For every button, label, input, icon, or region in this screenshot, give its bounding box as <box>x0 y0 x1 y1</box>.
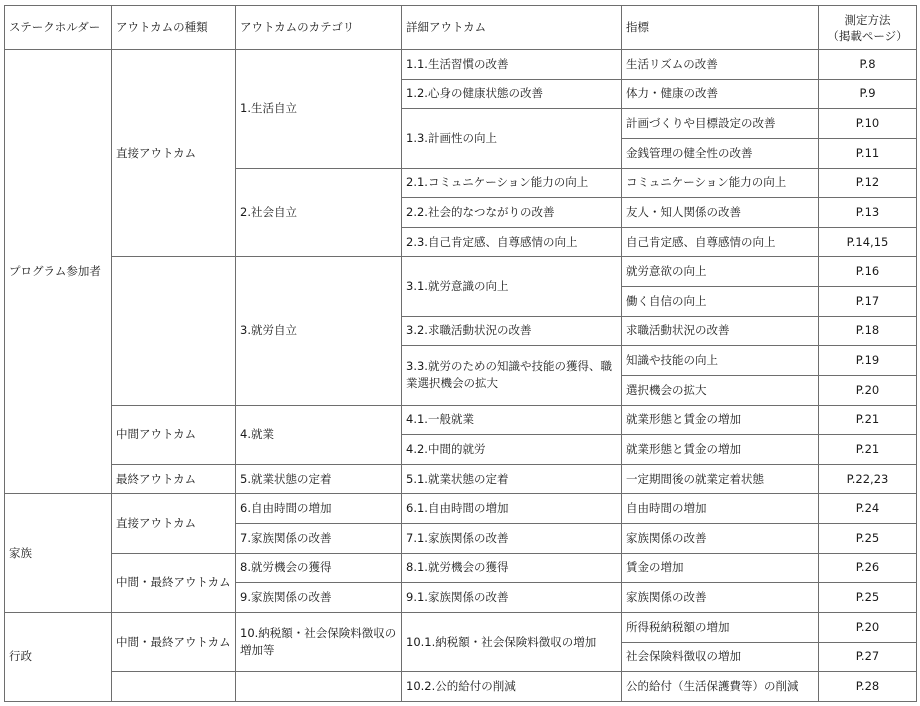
page-cell: P.22,23 <box>819 464 917 494</box>
page-cell: P.25 <box>819 524 917 554</box>
outcome-table <box>4 5 917 702</box>
detail-cell: 2.1.コミュニケーション能力の向上 <box>402 168 622 198</box>
category-cell: 9.家族関係の改善 <box>236 583 402 613</box>
header-row <box>5 6 917 50</box>
header-outcome-type: アウトカムの種類 <box>112 6 236 50</box>
page-cell: P.14,15 <box>819 227 917 257</box>
page-cell: P.9 <box>819 79 917 109</box>
indicator-cell: 自己肯定感、自尊感情の向上 <box>622 227 819 257</box>
table-row <box>5 257 917 287</box>
indicator-cell: 就労意欲の向上 <box>622 257 819 287</box>
outcome-type-cell: 直接アウトカム <box>112 494 236 553</box>
page-cell: P.20 <box>819 375 917 405</box>
stakeholder-cell: 家族 <box>5 494 112 613</box>
outcome-type-cell: 中間アウトカム <box>112 405 236 464</box>
outcome-type-cell-blank <box>112 257 236 405</box>
category-cell-blank <box>236 672 402 702</box>
detail-cell: 10.1.納税額・社会保険料徴収の増加 <box>402 612 622 671</box>
outcome-type-cell: 中間・最終アウトカム <box>112 612 236 671</box>
table-row <box>5 50 917 80</box>
indicator-cell: 公的給付（生活保護費等）の削減 <box>622 672 819 702</box>
category-cell: 7.家族関係の改善 <box>236 524 402 554</box>
indicator-cell: 求職活動状況の改善 <box>622 316 819 346</box>
page-cell: P.25 <box>819 583 917 613</box>
indicator-cell: 賃金の増加 <box>622 553 819 583</box>
indicator-cell: 生活リズムの改善 <box>622 50 819 80</box>
indicator-cell: 所得税納税額の増加 <box>622 612 819 642</box>
detail-cell: 9.1.家族関係の改善 <box>402 583 622 613</box>
indicator-cell: 一定期間後の就業定着状態 <box>622 464 819 494</box>
detail-cell: 4.2.中間的就労 <box>402 435 622 465</box>
indicator-cell: 自由時間の増加 <box>622 494 819 524</box>
detail-cell: 1.3.計画性の向上 <box>402 109 622 168</box>
category-cell: 2.社会自立 <box>236 168 402 257</box>
detail-cell: 5.1.就業状態の定着 <box>402 464 622 494</box>
category-cell: 1.生活自立 <box>236 50 402 169</box>
header-indicator: 指標 <box>622 6 819 50</box>
table-row <box>5 553 917 583</box>
table-row <box>5 464 917 494</box>
indicator-cell: 金銭管理の健全性の改善 <box>622 138 819 168</box>
page-cell: P.24 <box>819 494 917 524</box>
detail-cell: 3.3.就労のための知識や技能の獲得、職業選択機会の拡大 <box>402 346 622 405</box>
table-row <box>5 672 917 702</box>
page-cell: P.19 <box>819 346 917 376</box>
page-cell: P.13 <box>819 198 917 228</box>
detail-cell: 2.3.自己肯定感、自尊感情の向上 <box>402 227 622 257</box>
table-row <box>5 494 917 524</box>
indicator-cell: 選択機会の拡大 <box>622 375 819 405</box>
detail-cell: 8.1.就労機会の獲得 <box>402 553 622 583</box>
detail-cell: 6.1.自由時間の増加 <box>402 494 622 524</box>
category-cell: 3.就労自立 <box>236 257 402 405</box>
page-cell: P.12 <box>819 168 917 198</box>
detail-cell: 10.2.公的給付の削減 <box>402 672 622 702</box>
page-cell: P.16 <box>819 257 917 287</box>
indicator-cell: 家族関係の改善 <box>622 583 819 613</box>
detail-cell: 3.2.求職活動状況の改善 <box>402 316 622 346</box>
header-stakeholder: ステークホルダー <box>5 6 112 50</box>
header-measurement-page: 測定方法 （掲載ページ） <box>819 6 917 50</box>
category-cell: 10.納税額・社会保険料徴収の増加等 <box>236 612 402 671</box>
page-cell: P.21 <box>819 405 917 435</box>
indicator-cell: 働く自信の向上 <box>622 287 819 317</box>
outcome-type-cell: 中間・最終アウトカム <box>112 553 236 612</box>
header-outcome-category: アウトカムのカテゴリ <box>236 6 402 50</box>
indicator-cell: 就業形態と賃金の増加 <box>622 405 819 435</box>
detail-cell: 2.2.社会的なつながりの改善 <box>402 198 622 228</box>
indicator-cell: 社会保険料徴収の増加 <box>622 642 819 672</box>
detail-cell: 3.1.就労意識の向上 <box>402 257 622 316</box>
indicator-cell: 計画づくりや目標設定の改善 <box>622 109 819 139</box>
outcome-type-cell-blank <box>112 672 236 702</box>
detail-cell: 7.1.家族関係の改善 <box>402 524 622 554</box>
outcome-type-cell: 直接アウトカム <box>112 50 236 257</box>
page-cell: P.10 <box>819 109 917 139</box>
indicator-cell: 体力・健康の改善 <box>622 79 819 109</box>
page-cell: P.11 <box>819 138 917 168</box>
page-cell: P.26 <box>819 553 917 583</box>
detail-cell: 4.1.一般就業 <box>402 405 622 435</box>
stakeholder-cell: プログラム参加者 <box>5 50 112 494</box>
outcome-type-cell: 最終アウトカム <box>112 464 236 494</box>
category-cell: 4.就業 <box>236 405 402 464</box>
indicator-cell: 就業形態と賃金の増加 <box>622 435 819 465</box>
page-cell: P.17 <box>819 287 917 317</box>
header-detail-outcome: 詳細アウトカム <box>402 6 622 50</box>
page-cell: P.18 <box>819 316 917 346</box>
page-cell: P.20 <box>819 612 917 642</box>
category-cell: 8.就労機会の獲得 <box>236 553 402 583</box>
category-cell: 5.就業状態の定着 <box>236 464 402 494</box>
category-cell: 6.自由時間の増加 <box>236 494 402 524</box>
page-cell: P.27 <box>819 642 917 672</box>
indicator-cell: 知識や技能の向上 <box>622 346 819 376</box>
detail-cell: 1.1.生活習慣の改善 <box>402 50 622 80</box>
table-row <box>5 612 917 642</box>
table-row <box>5 405 917 435</box>
stakeholder-cell: 行政 <box>5 612 112 701</box>
page-cell: P.28 <box>819 672 917 702</box>
indicator-cell: 友人・知人関係の改善 <box>622 198 819 228</box>
detail-cell: 1.2.心身の健康状態の改善 <box>402 79 622 109</box>
page-cell: P.8 <box>819 50 917 80</box>
indicator-cell: コミュニケーション能力の向上 <box>622 168 819 198</box>
indicator-cell: 家族関係の改善 <box>622 524 819 554</box>
page-cell: P.21 <box>819 435 917 465</box>
